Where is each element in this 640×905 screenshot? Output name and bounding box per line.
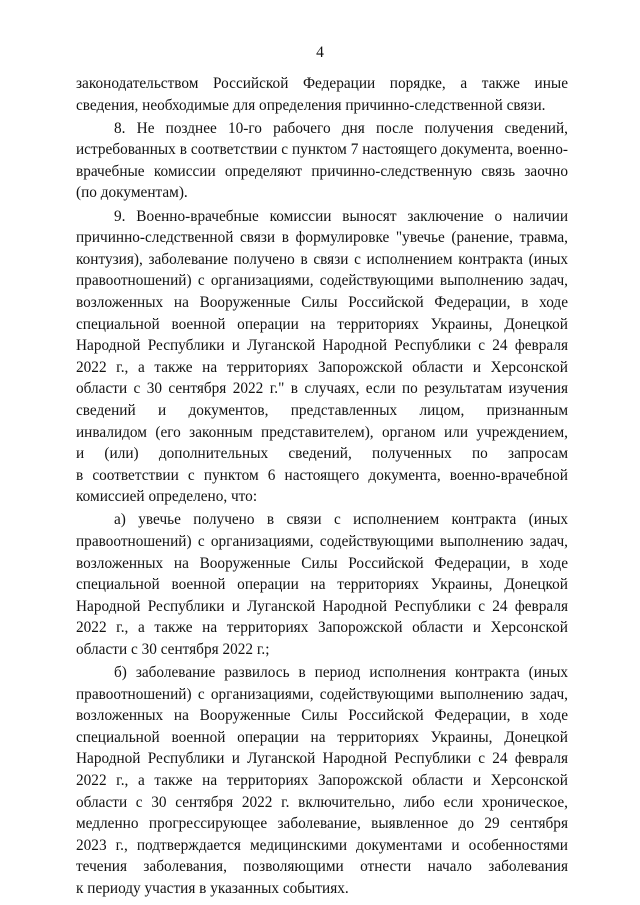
text-line: инвалидом (его законным представителем), органом или учреждением,: [76, 423, 568, 441]
text-line: возложенных на Вооруженные Силы Российской Федерации, в ходе: [76, 554, 568, 572]
text-line: к периоду участия в указанных событиях.: [76, 879, 349, 897]
text-line: медленно прогрессирующее заболевание, выявленное до 29 сентября: [76, 815, 568, 833]
text-line: области с 30 сентября 2022 г. включительно, либо если хроническое,: [76, 793, 568, 811]
text-line: области с 30 сентября 2022 г." в случаях, если по результатам изучения: [76, 380, 568, 398]
text-line: 2022 г., а также на территориях Запорожской области и Херсонской: [76, 619, 568, 637]
text-line: контузия), заболевание получено в связи с исполнением контракта (иных: [76, 250, 568, 268]
document-body: [76, 73, 568, 900]
text-line: Народной Республики и Луганской Народной Республики с 24 февраля: [76, 750, 568, 768]
text-line: б) заболевание развилось в период исполнения контракта (иных: [114, 664, 568, 682]
text-line: и (или) дополнительных сведений, полученных по запросам: [76, 445, 568, 463]
text-line: 2023 г., подтверждается медицинскими документами и особенностями: [76, 836, 568, 854]
text-line: сведений и документов, представленных лицом, признанным: [76, 401, 568, 419]
paragraph: [76, 662, 568, 900]
text-line: а) увечье получено в связи с исполнением контракта (иных: [114, 511, 568, 529]
text-line: (по документам).: [76, 184, 188, 202]
text-line: правоотношений) с организациями, содействующими выполнению задач,: [76, 685, 568, 703]
text-line: 2022 г., а также на территориях Запорожской области и Херсонской: [76, 358, 568, 376]
text-line: Народной Республики и Луганской Народной Республики с 24 февраля: [76, 597, 568, 615]
text-line: 9. Военно-врачебные комиссии выносят заключение о наличии: [114, 207, 568, 225]
text-line: Народной Республики и Луганской Народной Республики с 24 февраля: [76, 337, 568, 355]
text-line: возложенных на Вооруженные Силы Российской Федерации, в ходе: [76, 707, 568, 725]
text-line: возложенных на Вооруженные Силы Российской Федерации, в ходе: [76, 293, 568, 311]
text-line: 2022 г., а также на территориях Запорожской области и Херсонской: [76, 772, 568, 789]
paragraph: [76, 509, 568, 660]
text-line: области с 30 сентября 2022 г.;: [76, 640, 270, 658]
page-number: 4: [316, 44, 324, 61]
text-line: комиссией определено, что:: [76, 488, 258, 506]
text-line: в соответствии с пунктом 6 настоящего документа, военно-врачебной: [76, 466, 568, 484]
paragraph: [76, 73, 568, 116]
text-line: причинно-следственной связи в формулировке "увечье (ранение, травма,: [76, 229, 568, 247]
text-line: сведения, необходимые для определения причинно-следственной связи.: [76, 96, 546, 114]
text-line: правоотношений) с организациями, содействующими выполнению задач,: [76, 272, 568, 290]
paragraph: [76, 118, 568, 204]
text-line: специальной военной операции на территориях Украины, Донецкой: [76, 576, 568, 594]
paragraph: [76, 206, 568, 508]
text-line: течения заболевания, позволяющими отнести начало заболевания: [76, 858, 568, 876]
text-line: 8. Не позднее 10-го рабочего дня после получения сведений,: [114, 119, 568, 137]
text-line: правоотношений) с организациями, содействующими выполнению задач,: [76, 532, 568, 550]
text-line: истребованных в соответствии с пунктом 7 настоящего документа, военно-: [76, 141, 568, 159]
text-line: врачебные комиссии определяют причинно-следственную связь заочно: [76, 162, 568, 180]
text-line: законодательством Российской Федерации порядке, а также иные: [76, 75, 568, 92]
text-line: специальной военной операции на территориях Украины, Донецкой: [76, 728, 568, 746]
text-line: специальной военной операции на территориях Украины, Донецкой: [76, 315, 568, 333]
